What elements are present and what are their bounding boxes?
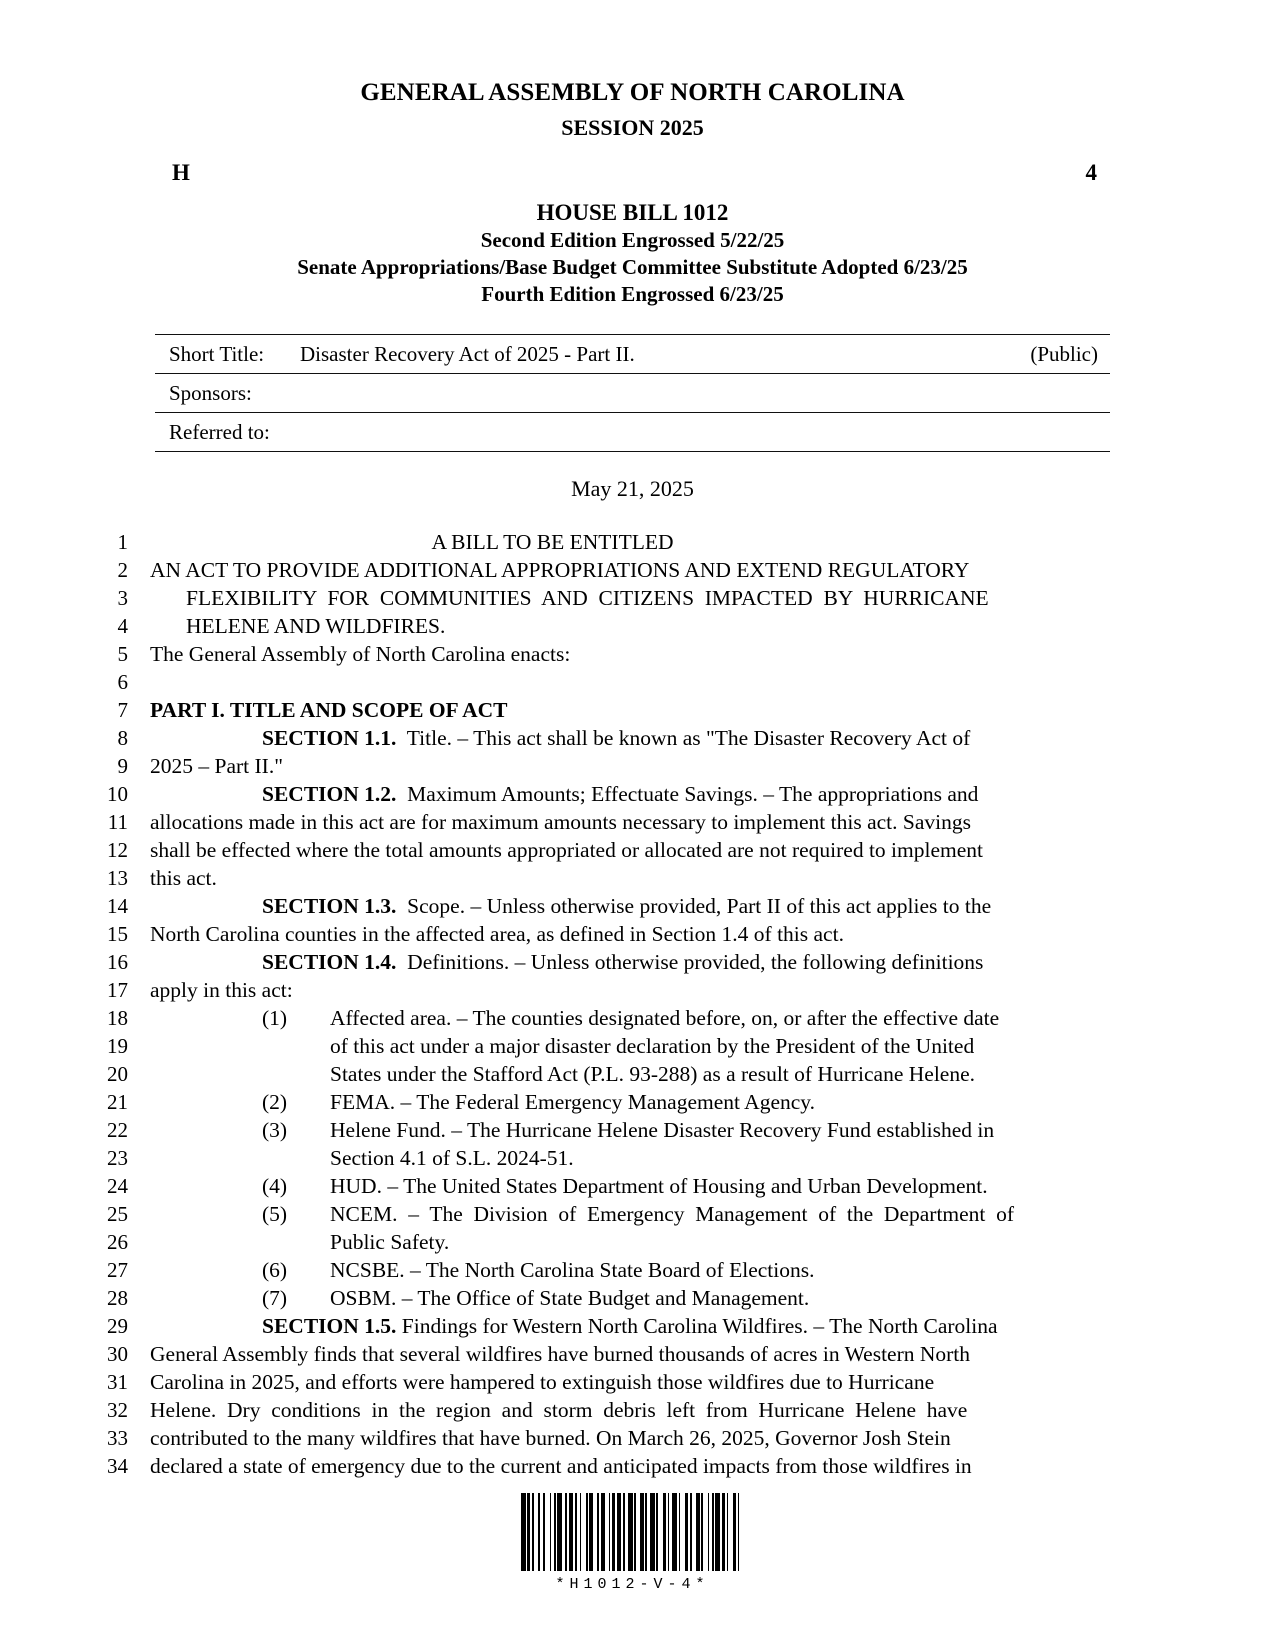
section-marker: SECTION 1.5. xyxy=(262,1314,397,1339)
bill-line xyxy=(0,1340,1265,1368)
line-number: 14 xyxy=(107,894,128,919)
section-marker: SECTION 1.3. xyxy=(262,894,397,919)
masthead xyxy=(0,0,1265,144)
section-text: Findings for Western North Carolina Wildfires. – The North Carolina xyxy=(396,1314,998,1339)
line-text xyxy=(150,1200,1265,1228)
meta-row-short-title xyxy=(155,335,1110,373)
bill-edition-1: Second Edition Engrossed 5/22/25 xyxy=(480,228,785,253)
definition-marker: (7) xyxy=(262,1286,288,1311)
bill-line xyxy=(0,920,1265,948)
bill-line xyxy=(0,724,1265,752)
section-text: Maximum Amounts; Effectuate Savings. – The appropriations and xyxy=(396,782,979,807)
bill-line xyxy=(0,780,1265,808)
line-number: 23 xyxy=(107,1146,128,1171)
line-number: 7 xyxy=(117,698,128,723)
bill-line xyxy=(0,1172,1265,1200)
definition-text: Helene Fund. – The Hurricane Helene Disaster Recovery Fund established in xyxy=(330,1118,995,1143)
line-text xyxy=(150,1312,1265,1340)
line-text: shall be effected where the total amounts appropriated or allocated are not required to implement xyxy=(150,838,983,863)
line-number: 24 xyxy=(107,1174,128,1199)
meta-row-sponsors xyxy=(155,373,1110,412)
line-number: 12 xyxy=(107,838,128,863)
bill-line xyxy=(0,1116,1265,1144)
line-text: HELENE AND WILDFIRES. xyxy=(186,614,446,639)
line-text: declared a state of emergency due to the current and anticipated impacts from those wildfires in xyxy=(150,1454,972,1479)
public-flag: (Public) xyxy=(1030,342,1098,367)
bill-line xyxy=(0,696,1265,724)
line-number: 2 xyxy=(117,558,128,583)
bill-edition-2: Senate Appropriations/Base Budget Committee Substitute Adopted 6/23/25 xyxy=(297,255,968,280)
line-number: 13 xyxy=(107,866,128,891)
line-number: 28 xyxy=(107,1286,128,1311)
definition-text: NCEM. – The Division of Emergency Management of the Department of xyxy=(330,1202,1015,1227)
short-title-label: Short Title: xyxy=(169,342,265,367)
line-number: 5 xyxy=(117,642,128,667)
line-text xyxy=(150,1256,1265,1284)
bill-line xyxy=(0,1088,1265,1116)
line-number: 22 xyxy=(107,1118,128,1143)
line-text: Public Safety. xyxy=(330,1230,450,1255)
section-text: Definitions. – Unless otherwise provided, the following definitions xyxy=(396,950,984,975)
line-number: 25 xyxy=(107,1202,128,1227)
bill-line xyxy=(0,1396,1265,1424)
line-number: 1 xyxy=(117,530,128,555)
bill-line xyxy=(0,1228,1265,1256)
line-text: The General Assembly of North Carolina enacts: xyxy=(150,642,571,667)
line-number: 27 xyxy=(107,1258,128,1283)
bill-line xyxy=(0,1284,1265,1312)
session-title: SESSION 2025 xyxy=(561,114,704,140)
line-text xyxy=(150,1116,1265,1144)
bill-number: HOUSE BILL 1012 xyxy=(536,199,729,225)
line-text: contributed to the many wildfires that have burned. On March 26, 2025, Governor Josh Stein xyxy=(150,1426,951,1451)
line-number: 8 xyxy=(117,726,128,751)
line-number: 19 xyxy=(107,1034,128,1059)
bill-line xyxy=(0,864,1265,892)
line-text: General Assembly finds that several wildfires have burned thousands of acres in Western North xyxy=(150,1342,971,1367)
line-text: apply in this act: xyxy=(150,978,293,1003)
bill-line xyxy=(0,1032,1265,1060)
definition-marker: (2) xyxy=(262,1090,288,1115)
bill-line xyxy=(0,1368,1265,1396)
line-text: Carolina in 2025, and efforts were hampered to extinguish those wildfires due to Hurricane xyxy=(150,1370,935,1395)
chamber-row xyxy=(0,160,1265,194)
line-text: 2025 – Part II." xyxy=(150,754,283,779)
line-number: 29 xyxy=(107,1314,128,1339)
line-text: allocations made in this act are for maximum amounts necessary to implement this act. Savings xyxy=(150,810,971,835)
chamber-code: H xyxy=(172,159,190,185)
bill-edition-3: Fourth Edition Engrossed 6/23/25 xyxy=(481,282,784,307)
referred-to-label: Referred to: xyxy=(169,420,270,445)
line-text xyxy=(150,1004,1265,1032)
bill-line xyxy=(0,1452,1265,1480)
bill-line xyxy=(0,1004,1265,1032)
bill-line xyxy=(0,752,1265,780)
line-number: 20 xyxy=(107,1062,128,1087)
line-number: 6 xyxy=(117,670,128,695)
bill-line xyxy=(0,836,1265,864)
line-text: of this act under a major disaster declaration by the President of the United xyxy=(330,1034,975,1059)
line-text: States under the Stafford Act (P.L. 93-288) as a result of Hurricane Helene. xyxy=(330,1062,976,1087)
line-text xyxy=(150,1088,1265,1116)
line-number: 10 xyxy=(107,782,128,807)
bill-line xyxy=(0,892,1265,920)
bill-line xyxy=(0,1312,1265,1340)
bill-line xyxy=(0,528,1265,556)
bill-meta-table xyxy=(155,334,1110,452)
definition-marker: (5) xyxy=(262,1202,288,1227)
line-text xyxy=(150,948,1265,976)
bill-line xyxy=(0,948,1265,976)
bill-date: May 21, 2025 xyxy=(571,476,694,502)
line-number: 9 xyxy=(117,754,128,779)
line-number: 30 xyxy=(107,1342,128,1367)
section-marker: SECTION 1.2. xyxy=(262,782,397,807)
section-text: Title. – This act shall be known as "The Disaster Recovery Act of xyxy=(396,726,971,751)
barcode-image xyxy=(521,1493,744,1571)
line-text xyxy=(150,780,1265,808)
line-number: 17 xyxy=(107,978,128,1003)
page-number: 4 xyxy=(1085,159,1097,185)
assembly-title: GENERAL ASSEMBLY OF NORTH CAROLINA xyxy=(360,79,905,106)
bill-line xyxy=(0,1144,1265,1172)
line-text: PART I. TITLE AND SCOPE OF ACT xyxy=(150,698,508,723)
definition-marker: (3) xyxy=(262,1118,288,1143)
bill-line xyxy=(0,612,1265,640)
line-number: 33 xyxy=(107,1426,128,1451)
section-marker: SECTION 1.4. xyxy=(262,950,397,975)
line-text xyxy=(150,1172,1265,1200)
line-text xyxy=(150,892,1265,920)
line-number: 18 xyxy=(107,1006,128,1031)
bill-line xyxy=(0,808,1265,836)
definition-text: FEMA. – The Federal Emergency Management Agency. xyxy=(330,1090,816,1115)
line-text xyxy=(150,1284,1265,1312)
bill-line xyxy=(0,1060,1265,1088)
bill-line xyxy=(0,1424,1265,1452)
line-number: 26 xyxy=(107,1230,128,1255)
bill-line xyxy=(0,584,1265,612)
barcode-block xyxy=(0,1480,1265,1593)
section-marker: SECTION 1.1. xyxy=(262,726,397,751)
line-number: 31 xyxy=(107,1370,128,1395)
definition-text: NCSBE. – The North Carolina State Board of Elections. xyxy=(330,1258,815,1283)
line-number: 15 xyxy=(107,922,128,947)
definition-marker: (6) xyxy=(262,1258,288,1283)
meta-row-referred-to xyxy=(155,412,1110,451)
line-text: A BILL TO BE ENTITLED xyxy=(431,530,674,555)
bill-line xyxy=(0,976,1265,1004)
barcode-label: *H1012-V-4* xyxy=(555,1576,710,1593)
line-number: 11 xyxy=(107,810,128,835)
line-text: Helene. Dry conditions in the region and storm debris left from Hurricane Helene have xyxy=(150,1398,968,1423)
sponsors-label: Sponsors: xyxy=(169,381,252,406)
short-title-value: Disaster Recovery Act of 2025 - Part II. xyxy=(300,342,635,367)
bill-line xyxy=(0,668,1265,696)
bill-line xyxy=(0,640,1265,668)
line-number: 34 xyxy=(107,1454,128,1479)
sponsors-value xyxy=(300,393,1110,400)
bill-body xyxy=(0,528,1265,1480)
definition-text: HUD. – The United States Department of Housing and Urban Development. xyxy=(330,1174,988,1199)
bill-line xyxy=(0,1200,1265,1228)
line-number: 21 xyxy=(107,1090,128,1115)
referred-to-value xyxy=(300,432,1110,439)
line-text: Section 4.1 of S.L. 2024-51. xyxy=(330,1146,574,1171)
definition-marker: (1) xyxy=(262,1006,288,1031)
section-text: Scope. – Unless otherwise provided, Part II of this act applies to the xyxy=(396,894,992,919)
line-number: 32 xyxy=(107,1398,128,1423)
definition-marker: (4) xyxy=(262,1174,288,1199)
line-text: North Carolina counties in the affected area, as defined in Section 1.4 of this act. xyxy=(150,922,844,947)
definition-text: Affected area. – The counties designated before, on, or after the effective date xyxy=(330,1006,1000,1031)
definition-text: OSBM. – The Office of State Budget and Management. xyxy=(330,1286,810,1311)
line-number: 4 xyxy=(117,614,128,639)
line-text: this act. xyxy=(150,866,217,891)
line-text: FLEXIBILITY FOR COMMUNITIES AND CITIZENS IMPACTED BY HURRICANE xyxy=(186,586,989,611)
bill-line xyxy=(0,556,1265,584)
line-number: 3 xyxy=(117,586,128,611)
line-text: AN ACT TO PROVIDE ADDITIONAL APPROPRIATIONS AND EXTEND REGULATORY xyxy=(150,558,970,583)
bill-line xyxy=(0,1256,1265,1284)
bill-identification xyxy=(0,198,1265,309)
line-text xyxy=(150,724,1265,752)
line-number: 16 xyxy=(107,950,128,975)
